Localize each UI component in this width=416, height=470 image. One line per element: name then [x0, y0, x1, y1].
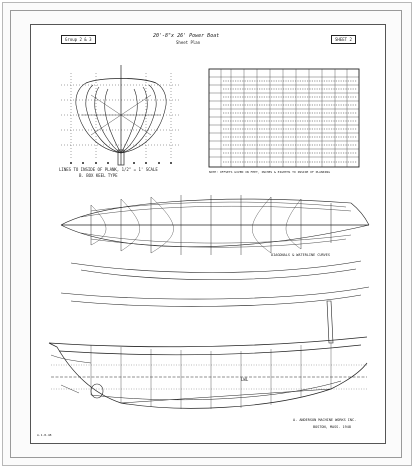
- offsets-footnote: NOTE: OFFSETS GIVEN IN FEET, INCHES & EIGHTHS TO INSIDE OF PLANKING: [209, 170, 331, 174]
- profile-view: [49, 301, 367, 409]
- body-plan-note-2: B. BOX KEEL TYPE: [79, 173, 118, 178]
- offsets-table: [209, 69, 359, 167]
- drawing-subtitle: Sheet Plan: [176, 40, 201, 45]
- lines-drawing: [31, 25, 387, 445]
- corner-stamp: A-1-8-48: [37, 433, 52, 437]
- sheet-label: SHEET 2: [331, 35, 356, 44]
- half-breadth-plan: [61, 195, 369, 255]
- profile-label: LWL: [241, 377, 249, 382]
- group-tag: Group 2 & 3: [61, 35, 96, 44]
- diagonal-curves: [61, 261, 369, 306]
- body-plan-note: LINES TO INSIDE OF PLANK, 1/2" = 1' SCALE: [59, 167, 158, 172]
- designer-block: A. ANDERSON MACHINE WORKS INC.: [293, 418, 357, 422]
- drawing-title: 20'-8"x 26' Power Boat: [153, 33, 220, 39]
- body-plan: [61, 65, 181, 165]
- drawing-sheet: [30, 24, 386, 444]
- designer-block-2: BOSTON, MASS. 1948: [313, 425, 351, 429]
- half-breadth-note: DIAGONALS & WATERLINE CURVES: [271, 253, 331, 257]
